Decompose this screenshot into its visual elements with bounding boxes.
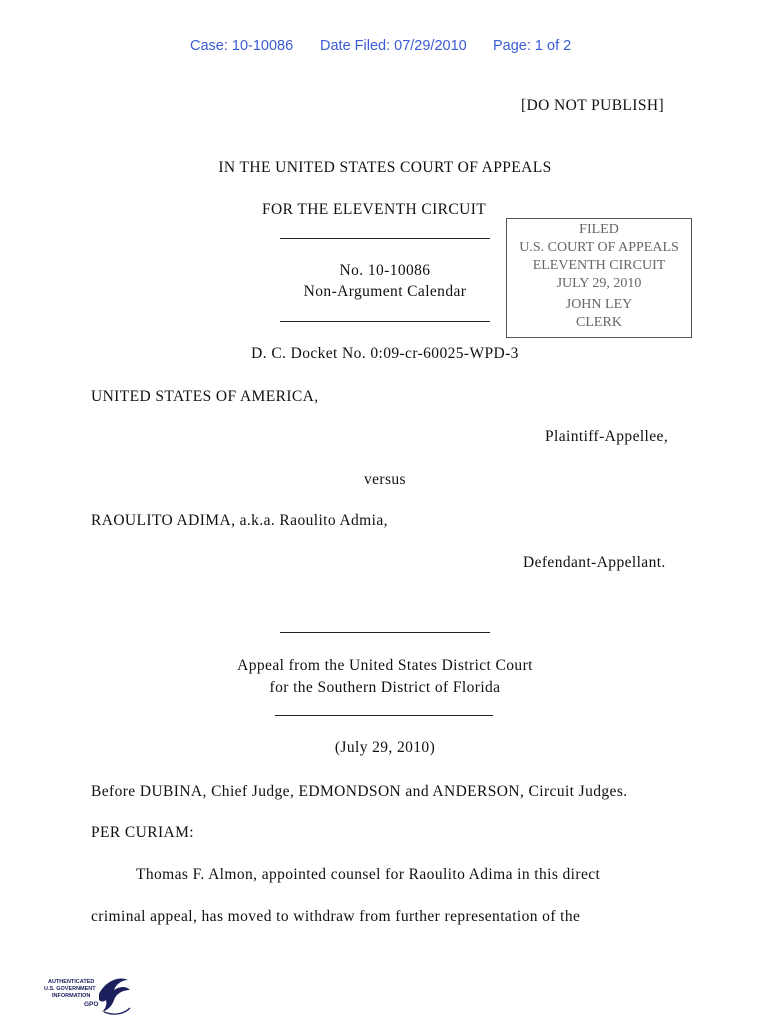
case-number: No. 10-10086 — [339, 262, 431, 279]
appeal-district: for the Southern District of Florida — [269, 679, 501, 696]
date-filed-stamp: Date Filed: 07/29/2010 — [320, 38, 467, 54]
logo-line-3: INFORMATION — [52, 993, 91, 999]
divider-rule — [280, 238, 490, 239]
divider-rule — [280, 321, 490, 322]
case-calendar: Non-Argument Calendar — [303, 283, 467, 300]
appeal-court: Appeal from the United States District Court — [237, 657, 533, 674]
body-line-1: Thomas F. Almon, appointed counsel for Raoulito Adima in this direct — [136, 866, 601, 883]
docket-number: D. C. Docket No. 0:09-cr-60025-WPD-3 — [251, 345, 519, 362]
defendant-name: RAOULITO ADIMA, a.k.a. Raoulito Admia, — [91, 512, 388, 529]
plaintiff-role: Plaintiff-Appellee, — [545, 428, 669, 445]
logo-line-2: U.S. GOVERNMENT — [44, 986, 96, 992]
versus-label: versus — [363, 471, 406, 488]
clerk-name: JOHN LEY — [565, 297, 633, 312]
filed-label: FILED — [579, 222, 619, 237]
case-number-stamp: Case: 10-10086 — [190, 38, 294, 54]
defendant-role: Defendant-Appellant. — [523, 554, 666, 571]
circuit-title: FOR THE ELEVENTH CIRCUIT — [262, 201, 487, 218]
filed-date: JULY 29, 2010 — [556, 276, 642, 291]
decision-date: (July 29, 2010) — [334, 739, 436, 756]
filed-stamp-box — [506, 218, 692, 338]
publish-note: [DO NOT PUBLISH] — [521, 97, 665, 114]
divider-rule — [280, 632, 490, 633]
divider-rule — [275, 715, 493, 716]
filed-court: U.S. COURT OF APPEALS — [519, 240, 679, 255]
page-count-stamp: Page: 1 of 2 — [493, 38, 572, 54]
filed-circuit: ELEVENTH CIRCUIT — [532, 258, 666, 273]
plaintiff-name: UNITED STATES OF AMERICA, — [91, 388, 319, 405]
panel-judges: Before DUBINA, Chief Judge, EDMONDSON and ANDERSON, Circuit Judges. — [91, 783, 628, 800]
gpo-authentication-logo — [44, 972, 134, 1018]
court-title: IN THE UNITED STATES COURT OF APPEALS — [218, 159, 552, 176]
clerk-title: CLERK — [576, 315, 622, 330]
body-line-2: criminal appeal, has moved to withdraw from further representation of the — [91, 908, 581, 925]
per-curiam: PER CURIAM: — [91, 824, 195, 841]
logo-mark: GPO — [84, 1001, 99, 1008]
logo-line-1: AUTHENTICATED — [48, 979, 95, 985]
